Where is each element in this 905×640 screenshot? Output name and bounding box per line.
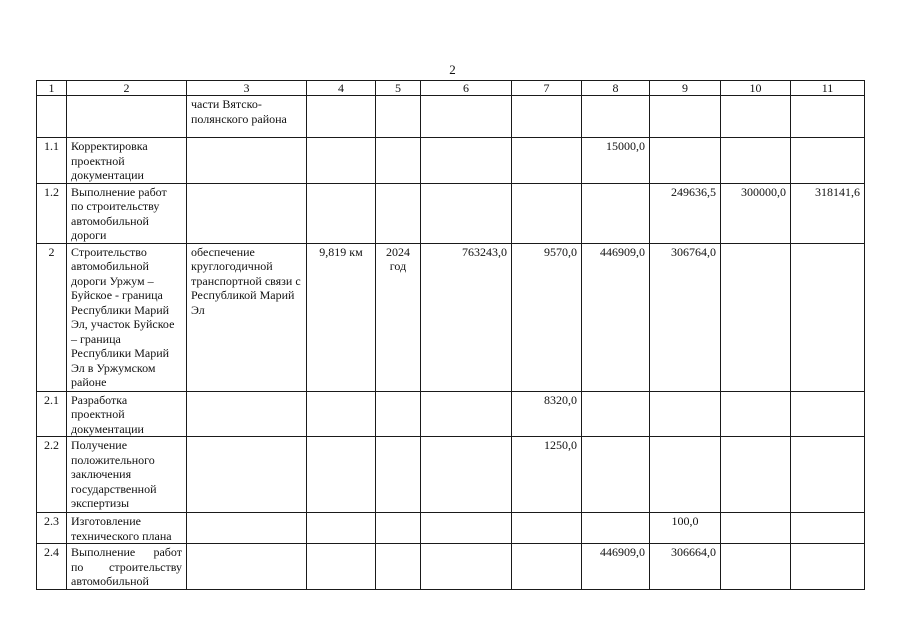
value-col-8: 446909,0 [582, 544, 650, 590]
header-cell: 4 [307, 81, 376, 96]
row-number: 2.2 [37, 437, 67, 513]
row-number: 1.1 [37, 138, 67, 184]
value-col-10: 300000,0 [721, 183, 791, 243]
value-col-8 [582, 391, 650, 437]
purpose: обеспечение круглогодичной транспортной связи с Республикой Марий Эл [187, 243, 307, 391]
table-row [37, 513, 865, 544]
table-row [37, 138, 865, 184]
header-cell: 6 [421, 81, 512, 96]
value-col-10 [721, 437, 791, 513]
value-col-9: 306764,0 [650, 243, 721, 391]
header-cell: 10 [721, 81, 791, 96]
capacity [307, 391, 376, 437]
value-col-10 [721, 138, 791, 184]
purpose [187, 437, 307, 513]
completion-year [376, 437, 421, 513]
total-cost: 763243,0 [421, 243, 512, 391]
capacity [307, 183, 376, 243]
table-row [37, 243, 865, 391]
value-col-9 [650, 96, 721, 138]
value-col-7: 9570,0 [512, 243, 582, 391]
total-cost [421, 437, 512, 513]
value-col-7 [512, 96, 582, 138]
row-number: 2.1 [37, 391, 67, 437]
value-col-11 [791, 138, 865, 184]
purpose: части Вятско-полянского района [187, 96, 307, 138]
purpose [187, 183, 307, 243]
capacity: 9,819 км [307, 243, 376, 391]
capacity [307, 437, 376, 513]
capacity [307, 96, 376, 138]
table-row [37, 544, 865, 590]
value-col-11 [791, 544, 865, 590]
value-col-11 [791, 96, 865, 138]
capacity [307, 513, 376, 544]
value-col-8: 446909,0 [582, 243, 650, 391]
header-cell: 1 [37, 81, 67, 96]
value-col-10 [721, 243, 791, 391]
row-number: 2.4 [37, 544, 67, 590]
value-col-9 [650, 437, 721, 513]
total-cost [421, 96, 512, 138]
value-col-10 [721, 96, 791, 138]
value-col-8 [582, 437, 650, 513]
total-cost [421, 391, 512, 437]
work-name: Выполнение работ по строительству автомобильной [67, 544, 187, 590]
value-col-7 [512, 138, 582, 184]
row-number: 2.3 [37, 513, 67, 544]
completion-year [376, 391, 421, 437]
value-col-10 [721, 391, 791, 437]
value-col-7 [512, 183, 582, 243]
row-number: 2 [37, 243, 67, 391]
value-col-9: 306664,0 [650, 544, 721, 590]
work-name: Выполнение работ по строительству автомобильной дороги [67, 183, 187, 243]
row-number [37, 96, 67, 138]
total-cost [421, 183, 512, 243]
purpose [187, 513, 307, 544]
value-col-11 [791, 243, 865, 391]
table-header-row [37, 81, 865, 96]
purpose [187, 544, 307, 590]
header-cell: 9 [650, 81, 721, 96]
value-col-10 [721, 513, 791, 544]
header-cell: 8 [582, 81, 650, 96]
header-cell: 2 [67, 81, 187, 96]
completion-year [376, 96, 421, 138]
work-name: Строительство автомобильной дороги Уржум – Буйское - граница Республики Марий Эл, участок Буйское – граница Республики Марий Эл в Уржумском районе [67, 243, 187, 391]
header-cell: 11 [791, 81, 865, 96]
value-col-8 [582, 183, 650, 243]
capacity [307, 544, 376, 590]
value-col-8 [582, 96, 650, 138]
total-cost [421, 513, 512, 544]
page-number: 2 [449, 62, 456, 77]
completion-year: 2024 год [376, 243, 421, 391]
work-name [67, 96, 187, 138]
table-row [37, 183, 865, 243]
value-col-7: 1250,0 [512, 437, 582, 513]
row-number: 1.2 [37, 183, 67, 243]
purpose [187, 391, 307, 437]
value-col-7 [512, 544, 582, 590]
work-name: Разработка проектной документации [67, 391, 187, 437]
budget-table [36, 80, 865, 590]
value-col-9: 100,0 [650, 513, 721, 544]
total-cost [421, 138, 512, 184]
table-row [37, 96, 865, 138]
header-cell: 5 [376, 81, 421, 96]
header-cell: 3 [187, 81, 307, 96]
value-col-9 [650, 391, 721, 437]
completion-year [376, 138, 421, 184]
table-row [37, 437, 865, 513]
work-name: Корректировка проектной документации [67, 138, 187, 184]
value-col-11 [791, 437, 865, 513]
value-col-8 [582, 513, 650, 544]
value-col-9 [650, 138, 721, 184]
value-col-8: 15000,0 [582, 138, 650, 184]
value-col-9: 249636,5 [650, 183, 721, 243]
value-col-10 [721, 544, 791, 590]
total-cost [421, 544, 512, 590]
completion-year [376, 183, 421, 243]
work-name: Получение положительного заключения государственной экспертизы [67, 437, 187, 513]
value-col-7: 8320,0 [512, 391, 582, 437]
capacity [307, 138, 376, 184]
value-col-11: 318141,6 [791, 183, 865, 243]
header-cell: 7 [512, 81, 582, 96]
value-col-11 [791, 513, 865, 544]
table-row [37, 391, 865, 437]
purpose [187, 138, 307, 184]
value-col-7 [512, 513, 582, 544]
completion-year [376, 513, 421, 544]
value-col-11 [791, 391, 865, 437]
work-name: Изготовление технического плана [67, 513, 187, 544]
completion-year [376, 544, 421, 590]
